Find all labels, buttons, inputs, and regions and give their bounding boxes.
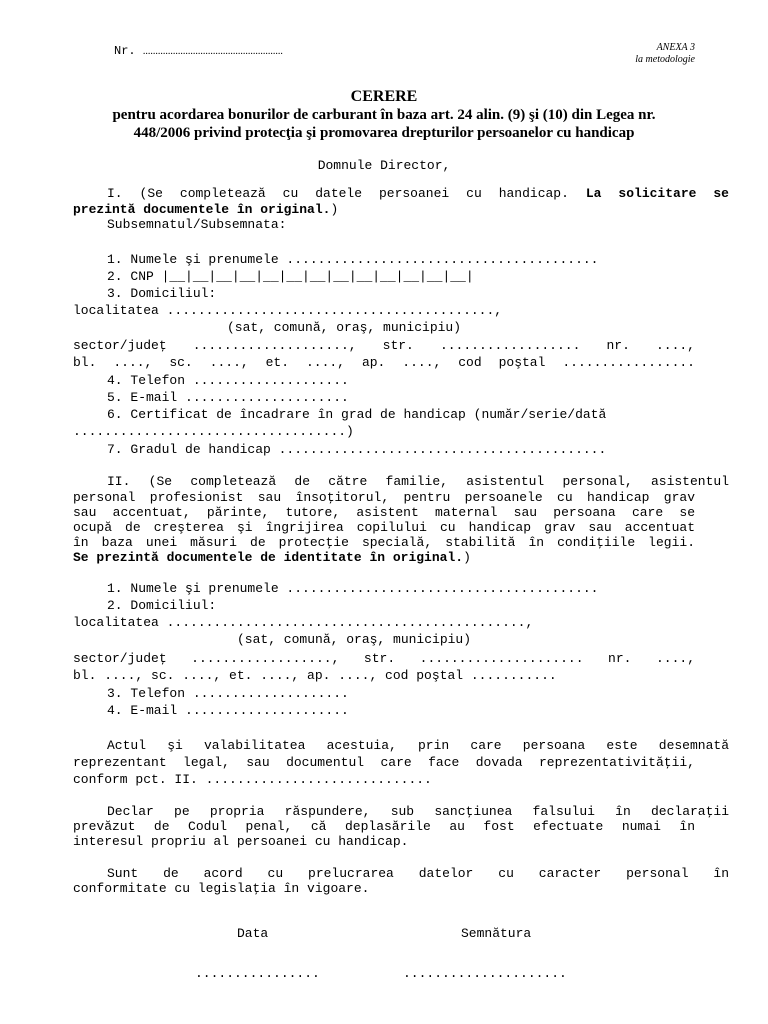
section1-intro-line1: [73, 186, 729, 201]
annex-reference: [635, 42, 695, 66]
section2-line6: [73, 550, 695, 565]
section2-line6-tail: ): [463, 550, 471, 565]
annex-label: ANEXA 3: [656, 42, 695, 53]
title-sub-1: pentru acordarea bonurilor de carburant în baza art. 24 alin. (9) şi (10) din Legea nr.: [112, 107, 656, 123]
section2-line3: sau accentuat, părinte, tutore, asistent maternal sau persoana care se: [73, 505, 695, 520]
s1-field-email: 5. E-mail .....................: [107, 390, 349, 405]
s1-field-address-details: bl. ...., sc. ...., et. ...., ap. ...., cod poştal .................: [73, 355, 695, 370]
nr-label: Nr.: [114, 44, 136, 58]
signature-label: Semnătura: [461, 926, 532, 941]
s1-localitate-hint: (sat, comună, oraş, municipiu): [227, 320, 462, 335]
declar-line2: prevăzut de Codul penal, că deplasările au fost efectuate numai în: [73, 819, 695, 834]
s2-localitate-hint: (sat, comună, oraş, municipiu): [237, 632, 472, 647]
s1-field-localitate: localitatea ..........................................,: [73, 303, 503, 318]
acord-line2: conformitate cu legislaţia în vigoare.: [73, 881, 370, 896]
s1-field-cnp: 2. CNP |__|__|__|__|__|__|__|__|__|__|__|__|__|: [107, 269, 474, 284]
s2-field-sector: sector/judeţ .................., str. ..................... nr. ....,: [73, 651, 695, 666]
section2-bold-note: Se prezintă documentele de identitate în original.: [73, 550, 464, 565]
document-header: [73, 42, 695, 72]
section1-intro-line2: [73, 202, 695, 217]
acord-line1: Sunt de acord cu prelucrarea datelor cu caracter personal în: [107, 866, 729, 881]
s2-field-localitate: localitatea ..............................................,: [73, 615, 534, 630]
s1-field-certificat: 6. Certificat de încadrare în grad de handicap (număr/serie/dată: [107, 407, 607, 422]
s2-field-address-details: bl. ...., sc. ...., et. ...., ap. ...., cod poştal ...........: [73, 668, 557, 683]
section1-intro-b: La solicitare se: [585, 186, 729, 201]
s1-field-certificat-cont: ...................................): [73, 424, 354, 439]
s1-field-telefon: 4. Telefon ....................: [107, 373, 349, 388]
subsemnatul-label: Subsemnatul/Subsemnata:: [107, 217, 287, 232]
title-main: CERERE: [350, 88, 418, 105]
section2-line5: în baza unei măsuri de protecţie specială, stabilită în condiţiile legii.: [73, 535, 695, 550]
section1-intro-c: prezintă documentele în original.: [73, 202, 331, 217]
section2-line1: II. (Se completează de către familie, asistentul personal, asistentul: [107, 474, 729, 489]
nr-dots: ........................................................: [142, 46, 283, 57]
s2-field-telefon: 3. Telefon ....................: [107, 686, 349, 701]
section2-line2: personal profesionist sau însoţitorul, pentru persoanele cu handicap grav: [73, 490, 695, 505]
s1-field-grad: 7. Gradul de handicap ..........................................: [107, 442, 607, 457]
section2-line4: ocupă de creşterea şi îngrijirea copilului cu handicap grav sau accentuat: [73, 520, 695, 535]
act-line1: Actul şi valabilitatea acestuia, prin care persoana este desemnată: [107, 738, 729, 753]
annex-methodology: la metodologie: [635, 54, 695, 65]
section1-intro-d: ): [330, 202, 339, 217]
s1-field-nume: 1. Numele şi prenumele ........................................: [107, 252, 599, 267]
section1-intro-a: I. (Se completează cu datele persoanei cu handicap.: [107, 186, 569, 201]
salutation: Domnule Director,: [317, 158, 451, 173]
s2-field-domiciliu: 2. Domiciliul:: [107, 598, 217, 613]
date-field[interactable]: ................: [195, 966, 320, 981]
s2-field-email: 4. E-mail .....................: [107, 703, 349, 718]
s1-field-domiciliu: 3. Domiciliul:: [107, 286, 217, 301]
declar-line3: interesul propriu al persoanei cu handicap.: [73, 834, 409, 849]
registration-number: [114, 44, 283, 58]
declar-line1: Declar pe propria răspundere, sub sancţiunea falsului în declaraţii: [107, 804, 729, 819]
s1-field-sector: sector/judeţ ...................., str. .................. nr. ....,: [73, 338, 695, 353]
document-title: [73, 88, 695, 142]
title-sub-2: 448/2006 privind protecţia şi promovarea drepturilor persoanelor cu handicap: [133, 125, 635, 141]
signature-field[interactable]: .....................: [403, 966, 567, 981]
s2-field-nume: 1. Numele şi prenumele ........................................: [107, 581, 599, 596]
act-line3: conform pct. II. .............................: [73, 772, 432, 787]
act-line2: reprezentant legal, sau documentul care face dovada reprezentativităţii,: [73, 755, 695, 770]
date-label: Data: [237, 926, 269, 941]
